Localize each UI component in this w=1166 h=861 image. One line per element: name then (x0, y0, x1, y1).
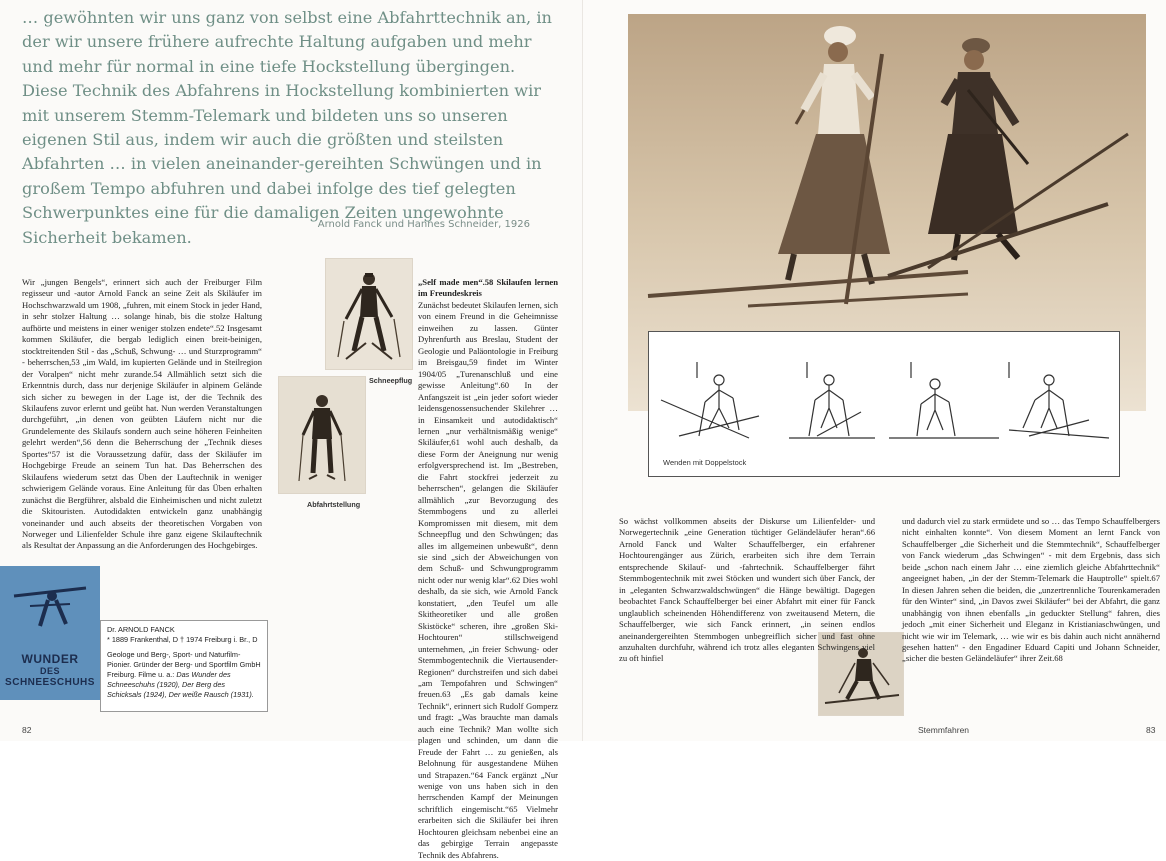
bio-name: Dr. ARNOLD FANCK (107, 625, 175, 634)
page-number-left: 82 (22, 725, 32, 735)
left-page (0, 0, 583, 860)
text-column-2-body (418, 300, 558, 860)
bio-films: Das Wunder des Schneeschuhs (1920), Der Berg des Schicksals (1924), Der weiße Rausch (1931). (107, 670, 254, 699)
book-title-line3: SCHNEESCHUHS (5, 677, 95, 688)
caption-abfahrtstellung: Abfahrtstellung (307, 500, 361, 509)
text-column-4: und dadurch viel zu stark ermüdete und so … das Tempo Schauffelbergers nicht einhalten konnte“. Von diesem Moment an lernt Fanck von Schauffelberger „die Sicherheit und die Stemmtechnik“, Schauffelberger von Fanck wiederum „das Schwingen“ - mit dem Ergebnis, dass sich beide „schon nach einem Jahr … eine ziemlich gleiche Abfahrttechnik“ angeeignet haben, „in der der Stemm-Telemark die Hauptrolle“ spielt.67 In diesen Jahren sehen die beiden, die „unzertrennliche Tourenkameraden für den Winter“ sind, „in Davos zwei Skiläufer“ bei der Abfahrt, die ganz unabhängig von ihnen ebenfalls „in geduckter Stellung“ fahren, dies jedoch „mit einer Sicherheit und Eleganz in Kristianiaschwüngen, und nicht wie wir im Telemark, … wie wir es bis dahin auch nicht annähernd gesehen hatten“ - den Engadiner Eduard Capiti und Johann Schneider, „sicher die besten Geländeläufer“ ihrer Zeit.68 (902, 516, 1160, 664)
pull-quote: … gewöhnten wir uns ganz von selbst eine Abfahrttechnik an, in der wir unsere frühere aufrechte Haltung aufgaben und mehr und mehr für normal in eine tiefe Hockstellung übergingen. Diese Technik des Abfahrens in Hockstellung kombinierten wir mit unserem Stemm-Telemark und bildeten uns so unseren eigenen Stil aus, indem wir auch die größten und steilsten Abfahrten … in vielen aneinander-gereihten Schwüngen und in großem Tempo abfuhren und dabei infolge des tief gelegten Schwerpunktes eine für die damaligen Zeiten ungewohnte Sicherheit bekamen. (22, 8, 552, 247)
bio-dates: * 1889 Frankenthal, D † 1974 Freiburg i. Br., D (107, 635, 258, 644)
book-title-line1: WUNDER (21, 652, 79, 666)
caption-schneepflug: Schneepflug (369, 376, 413, 385)
text-column-1: Wir „jungen Bengels“, erinnert sich auch der Freiburger Film regisseur und -autor Arnold Fanck an seine Zeit als Skiläufer im Hochschwarzwald um 1908, „fuhren, mit einem Stock in jeder Hand, in sehr stolzer Haltung … solange hinab, bis die stolze Haltung aufhörte und meistens in einer weniger stolzen endete“.52 Insgesamt kommen Skiläufer, die bergab lediglich einen breit-beinigen, stocktreitenden Stil - das „Schuß, Schwung- … und Sturzprogramm“ - beherrschen,53 „im Wald, im kupierten Gelände und in Steilregion der Voralpen“ nicht mehr zurande.54 Allmählich setzt sich die Erkenntnis durch, dass nur derjenige Skiläufer in alpinem Gelände sich sicher zu bewegen in der Lage ist, der die Technik des Skilaufens zuvor erlernt und geübt hat. Nun werden Veranstaltungen durchgeführt, „in denen von geübten Läufern nicht nur die Grundelemente des Skilaufs sondern auch seine höheren Feinheiten gelehrt werden“,56 denn die Beherrschung der „Technik dieses Sportes“57 ist die Voraussetzung dafür, dass der Skiläufer im Hochgebirge Freude an seinem Tun hat. Das Beherrschen des Skilaufens wiederum setzt das Üben der Lauftechnik in weniger schwierigem Gelände voraus. Eine Anleitung für das Üben erhalten zunächst die Bergführer, alsbald die Einheimischen und nicht zuletzt die Skitouristen. Autodidakten entwickeln ganz unabhängig voneinander und auch abseits der theoretischen Vorgaben von Norweger und Lilienfelder Schule ihre ganz eigene Skilauftechnik als Resultat der Anpassung an die Anforderungen des Hochgebirges. (22, 277, 262, 551)
caption-wenden: Wenden mit Doppelstock (663, 458, 747, 467)
book-cover-wunder-des-schneeschuhs (0, 566, 100, 700)
page-number-right: 83 (1146, 725, 1156, 735)
text-column-3 (619, 516, 875, 665)
diagram-wenden-mit-doppelstock (648, 331, 1120, 477)
col3-text: So wächst vollkommen abseits der Diskurse um Lilienfelder- und Norwegertechnik „eine Generation tüchtiger Geländeläufer heran“.66 Arnold Fanck und Walter Schauffelberger, ein erfahrener Hochtourengänger aus Zürich, erarbeiten sich ihre dem Terrain entsprechende Skilauf- und -fahrtechnik. Schauffelberger fährt Stemmbogentechnik mit zwei Stöcken und wundert sich über Fanck, der in „eleganten Schwarzwaldschwüngen“ die Hänge bewältigt. Dagegen beobachtet Fanck Schauffelberger bei einer Abfahrt mit einer für Fanck unglaublich scheinenden Höhendifferenz von zweitausend Metern, die Schauffelberger, wie sich Fanck erinnert, „in seinen endlos aneinandergereihten Stemmbogen unbegreiflich sicher und fast ohne anzuhalten durchfuhr, während ich trotz alles eleganten Schwingens viel zu oft hinfiel (619, 516, 875, 664)
running-head: Stemmfahren (918, 725, 970, 735)
book-title-line2: DES (39, 666, 60, 676)
photo-abfahrtstellung (278, 376, 366, 494)
bio-box (100, 620, 268, 712)
text-column-2 (418, 277, 558, 300)
bio-desc-text: Geologe und Berg-, Sport- und Naturfilm-Pionier. Gründer der Berg- und Sportfilm GmbH Freiburg. Filme u. a.: (107, 650, 261, 679)
section-heading: „Self made men“.58 Skilaufen lernen im Freundeskreis (418, 277, 558, 299)
bio-description (107, 650, 261, 700)
text-column-2-lower (310, 490, 558, 722)
photo-schneepflug (325, 258, 413, 370)
section-body-top: Zunächst bedeutet Skilaufen lernen, sich von einem Freund in die Geheimnisse einweihen zu lassen. Günter Dyhrenfurth aus Breslau, Student der Geologie und Paläontologie in Freiburg im Breisgau,59 findet im Winter 1904/05 „Turenanschluß und eine gewisse Anleitung“.60 In der Anfangszeit ist „ein jeder sofort wieder leidensgenossensuchender Skilehrer … in Einsamkeit und autodidaktisch“ lernen „nur verhältnismäßig wenige“ Skiläufer,61 wohl auch deshalb, da diese Form der Aneignung nur wenig erfolgversprechend ist. Im „Bestreben, die Fahrt stockfrei jederzeit zu beherrschen“, gelangen die Skiläufer allmählich „zur Bevorzugung des Stemmbogens und zu allerlei Kompromissen mit diesem, mit dem Schneepflug und den Schwüngen; das alles im allgemeinen unbewußt“, denn sie sind „sich der Abweichungen von dem Schuß- und Schwungprogramm nicht oder nur wenig klar“.62 Dies wohl deshalb, da sie sich, wie Arnold Fanck konstatiert, „den Teufel um alle Skitheoretiker und alle großen Skistöcke“ scheren, ihre „großen Ski-Hochtouren“ stillschweigend unternehmen, „in freier Schwung- oder Stemmbogentechnik die Viertausender-Regionen“ durchstreifen und sich dabei „am Tempofahren und Schwingen“ freuen.63 „Es gab damals keine Technik“, erinnert sich Rudolf Gomperz und fragt: „Was brauchte man damals auch eine Technik? Man wollte sich plagen und schinden, um dann die Freude der Fahrt … zu genießen, als Belohnung für ausgestandene Mühen und Strapazen.“64 Fanck ergänzt „Nur wenige von uns haben sich in den herrschenden Kampf der Meinungen schriftlich eingemischt.“65 Vielmehr erarbeiten sich die Skiläufer bei ihren Hochtouren gleichsam nebenbei eine an das gebirgige Terrain angepasste Technik des Abfahrens. (418, 300, 558, 860)
quote-attribution: Arnold Fanck und Hannes Schneider, 1926 (317, 219, 530, 230)
